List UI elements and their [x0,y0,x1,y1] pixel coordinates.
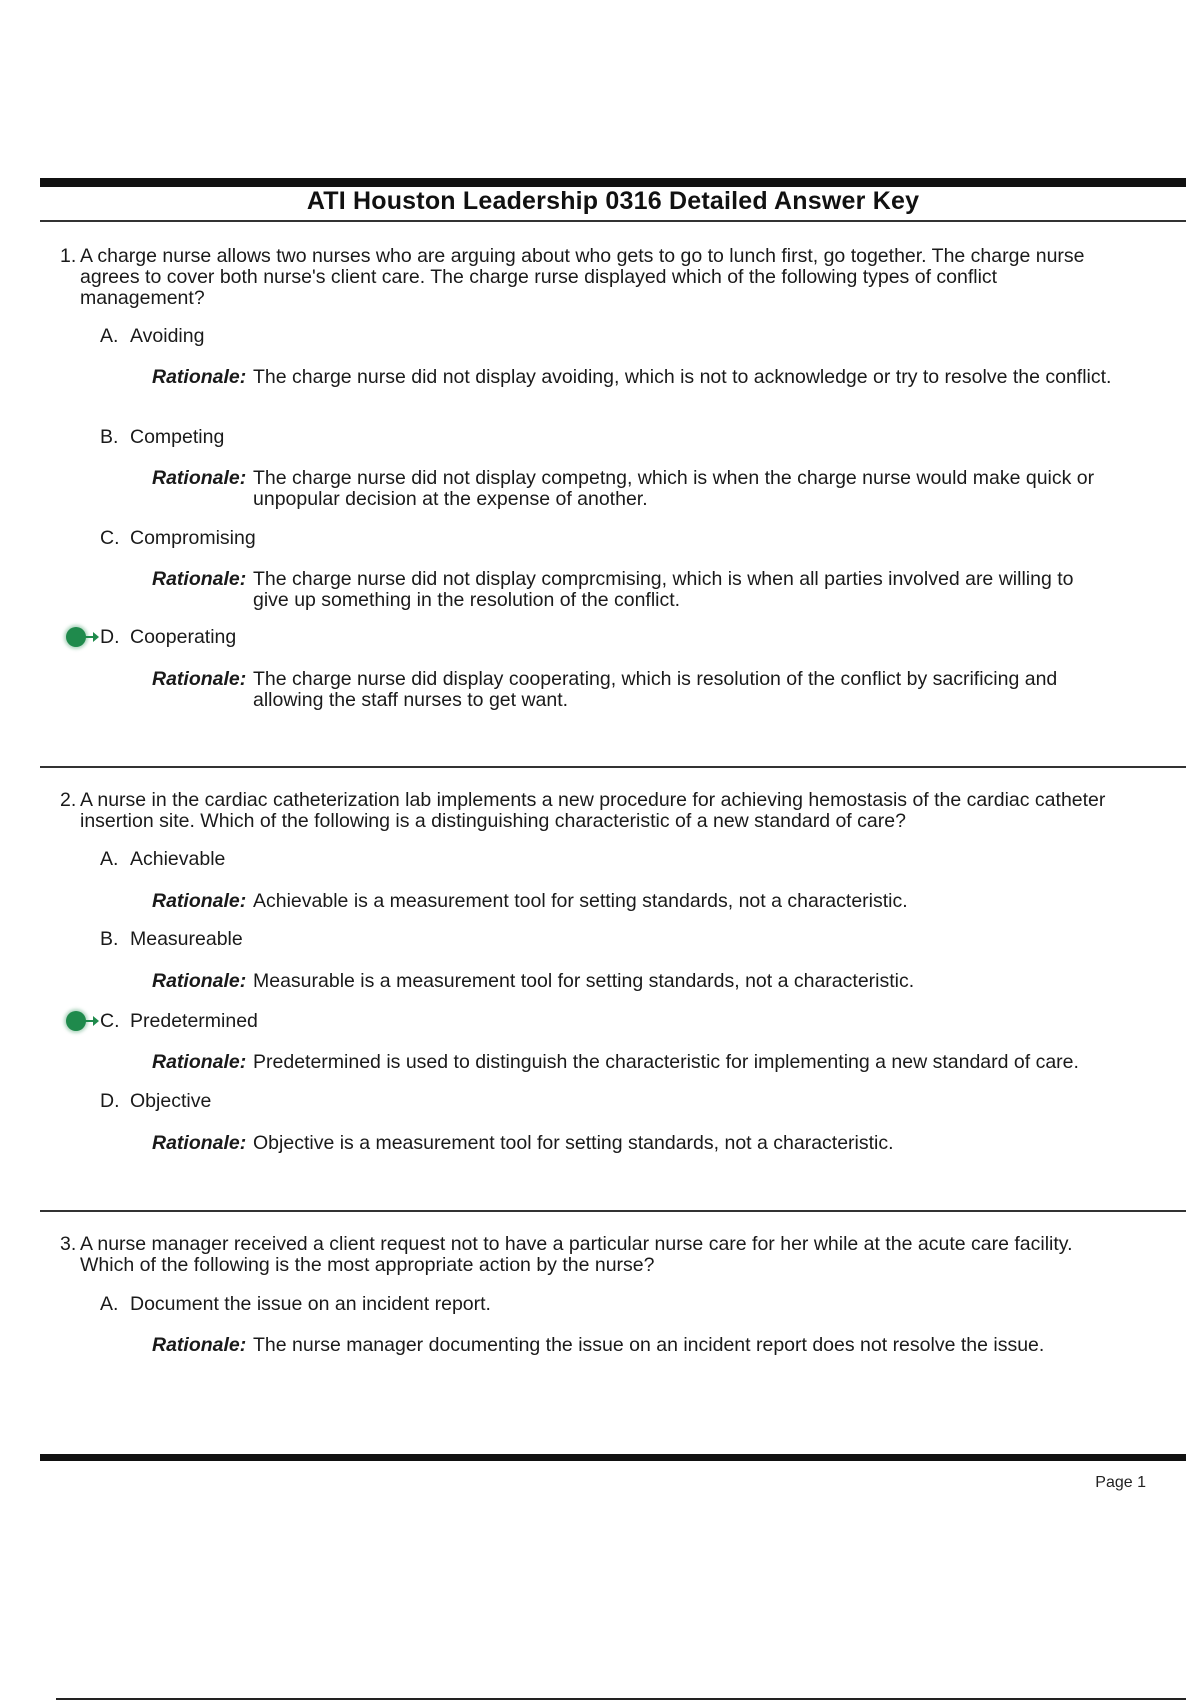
question-text: A charge nurse allows two nurses who are arguing about who gets to go to lunch first, go together. The charge nurse agrees to cover both nurse's client care. The charge rurse displayed which of the following types of conflict management? [80,245,1085,309]
option-letter: C. [100,527,120,549]
rationale-2c [152,1052,1112,1073]
footer-rule [40,1454,1186,1461]
option-letter: A. [100,1293,119,1315]
question-number: 3. [60,1233,77,1255]
option-letter: D. [100,1090,120,1112]
marker-dot [66,1011,86,1031]
option-1a [100,324,204,348]
question-3 [60,1234,1110,1276]
question-number: 2. [60,789,77,811]
option-letter: B. [100,426,119,448]
question-text: A nurse manager received a client request not to have a particular nurse care for her while at the acute care facility. Which of the following is the most appropriate action by the nurse? [80,1233,1073,1276]
option-letter: A. [100,848,119,870]
rationale-text: The charge nurse did display cooperating, which is resolution of the conflict by sacrificing and allowing the staff nurses to get want. [253,668,1058,711]
rationale-1d [152,669,1112,711]
rationale-label: Rationale: [152,1051,247,1073]
rationale-label: Rationale: [152,668,247,690]
marker-arrowhead [93,632,99,642]
option-1b [100,425,224,449]
rationale-text: The charge nurse did not display competng, which is when the charge nurse would make quick or unpopular decision at the expense of another. [253,467,1095,510]
option-label: Compromising [130,527,256,549]
option-1d [100,625,236,649]
option-3a [100,1292,491,1316]
rationale-label: Rationale: [152,1334,247,1356]
question-1 [60,246,1110,309]
rationale-1a [152,367,1112,388]
option-letter: D. [100,626,120,648]
rationale-2b [152,971,1112,992]
rationale-1b [152,468,1112,510]
question-divider [40,766,1186,768]
option-label: Predetermined [130,1010,258,1032]
page-number: Page 1 [1095,1474,1146,1491]
rationale-3a [152,1335,1112,1356]
rationale-label: Rationale: [152,467,247,489]
marker-dot [66,627,86,647]
question-divider [40,1210,1186,1212]
rationale-2d [152,1133,1112,1154]
option-2a [100,847,225,871]
option-label: Measureable [130,928,243,950]
rationale-label: Rationale: [152,890,247,912]
rationale-text: Achievable is a measurement tool for setting standards, not a characteristic. [253,890,908,912]
rationale-label: Rationale: [152,568,247,590]
rationale-label: Rationale: [152,970,247,992]
rationale-text: The nurse manager documenting the issue on an incident report does not resolve the issue. [253,1334,1045,1356]
option-2c [100,1009,258,1033]
option-letter: B. [100,928,119,950]
option-label: Avoiding [130,325,205,347]
option-label: Objective [130,1090,212,1112]
rationale-label: Rationale: [152,1132,247,1154]
option-2b [100,927,243,951]
rationale-text: The charge nurse did not display avoiding, which is not to acknowledge or try to resolve the conflict. [253,366,1112,388]
option-label: Competing [130,426,225,448]
option-label: Achievable [130,848,226,870]
option-2d [100,1089,211,1113]
rationale-1c [152,569,1112,611]
rationale-text: Objective is a measurement tool for setting standards, not a characteristic. [253,1132,894,1154]
header-bottom-rule [40,220,1186,222]
marker-arrowhead [93,1016,99,1026]
rationale-text: The charge nurse did not display comprcmising, which is when all parties involved are willing to give up something in the resolution of the conflict. [253,568,1074,611]
rationale-2a [152,891,1112,912]
rationale-text: Predetermined is used to distinguish the characteristic for implementing a new standard of care. [253,1051,1079,1073]
option-letter: C. [100,1010,120,1032]
question-2 [60,790,1110,832]
option-label: Cooperating [130,626,237,648]
rationale-text: Measurable is a measurement tool for setting standards, not a characteristic. [253,970,915,992]
option-letter: A. [100,325,119,347]
rationale-label: Rationale: [152,366,247,388]
question-text: A nurse in the cardiac catheterization lab implements a new procedure for achieving hemostasis of the cardiac catheter insertion site. Which of the following is a distinguishing characteristic of a new standard of care? [80,789,1106,832]
option-1c [100,526,256,550]
option-label: Document the issue on an incident report. [130,1293,491,1315]
question-number: 1. [60,245,77,267]
document-title: ATI Houston Leadership 0316 Detailed Answer Key [306,187,920,215]
